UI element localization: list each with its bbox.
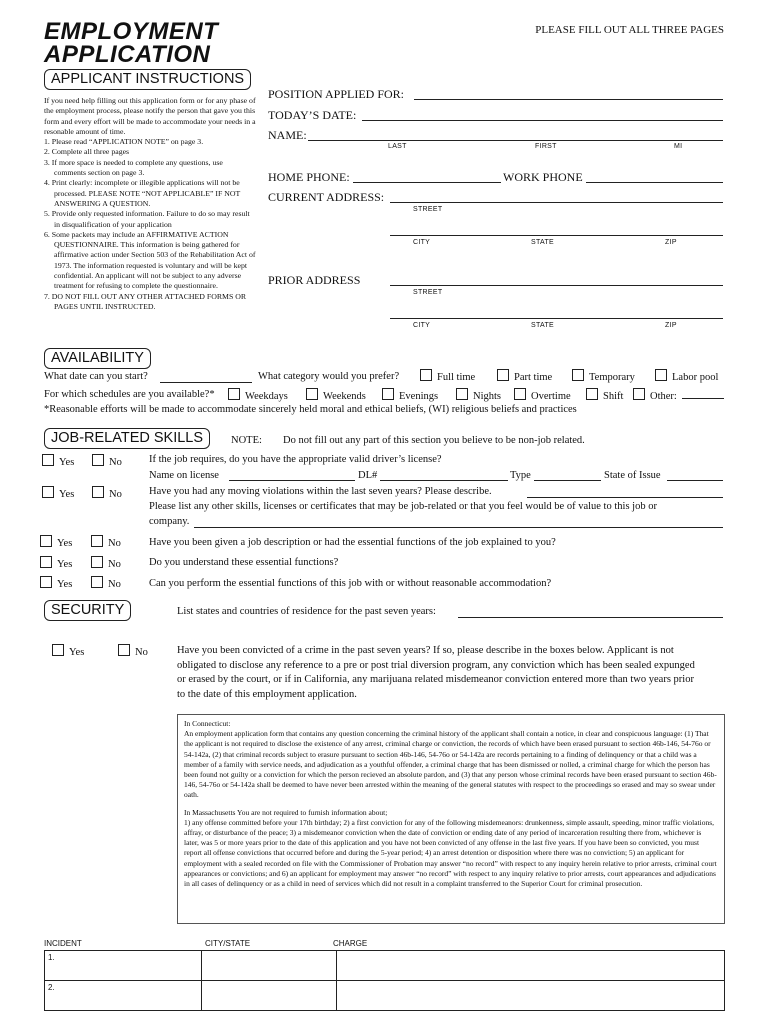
conviction-question <box>177 644 695 702</box>
other-skills-question-cont: company. <box>149 516 190 527</box>
conviction-question-line: obligated to disclose any reference to a pre or post trial diversion program, any conviction which has been sealed expunged <box>177 659 695 671</box>
availability-heading: AVAILABILITY <box>44 348 151 369</box>
skills-note-text: Do not fill out any part of this section you believe to be non-job related. <box>283 435 585 446</box>
city-state-column-header: CITY/STATE <box>205 939 251 948</box>
connecticut-title: In Connecticut: <box>184 719 231 728</box>
title-line-2: APPLICATION <box>44 41 211 68</box>
checkbox[interactable] <box>228 388 240 400</box>
checkbox[interactable] <box>456 388 468 400</box>
current-address-label: CURRENT ADDRESS: <box>268 190 385 204</box>
table-row <box>45 951 725 981</box>
checkbox[interactable] <box>42 454 54 466</box>
checkbox[interactable] <box>382 388 394 400</box>
dl-number-label: DL# <box>358 470 378 481</box>
table-row <box>45 981 725 1011</box>
checkbox[interactable] <box>40 535 52 547</box>
instruction-item: 1. Please read “APPLICATION NOTE” on page 3. <box>44 137 204 147</box>
schedule-evenings-label: Evenings <box>399 391 439 402</box>
checkbox[interactable] <box>655 369 667 381</box>
schedule-option[interactable] <box>633 388 677 402</box>
current-zip-caption: ZIP <box>665 239 677 246</box>
checkbox[interactable] <box>633 388 645 400</box>
name-on-license-label: Name on license <box>149 470 219 481</box>
schedule-option[interactable] <box>228 388 288 402</box>
category-part-time-label: Part time <box>514 372 553 383</box>
massachusetts-title: In Massachusetts You are not required to furnish information about; <box>184 807 388 817</box>
other-skills-field[interactable] <box>194 527 723 528</box>
violations-question: Have you had any moving violations within the last seven years? Please describe. <box>149 486 492 497</box>
current-city-state-zip-field[interactable] <box>390 235 723 236</box>
current-street-caption: STREET <box>413 206 443 213</box>
name-field[interactable] <box>308 140 723 141</box>
instruction-item: 5. Provide only requested information. Failure to do so may result in disqualification of your application <box>44 209 250 229</box>
position-field[interactable] <box>414 99 723 100</box>
start-date-label: What date can you start? <box>44 371 148 382</box>
home-phone-label: HOME PHONE: <box>268 170 350 184</box>
prior-address-label: PRIOR ADDRESS <box>268 273 361 287</box>
name-label: NAME: <box>268 128 307 142</box>
conviction-no[interactable] <box>118 644 148 658</box>
checkbox[interactable] <box>91 576 103 588</box>
prior-city-caption: CITY <box>413 322 431 329</box>
current-city-caption: CITY <box>413 239 431 246</box>
checkbox[interactable] <box>572 369 584 381</box>
checkbox[interactable] <box>306 388 318 400</box>
checkbox[interactable] <box>91 535 103 547</box>
license-no[interactable] <box>92 454 122 468</box>
conviction-question-line: Have you been convicted of a crime in the past seven years? If so, please describe in the boxes below. Applicant is not <box>177 645 674 656</box>
charge-column-header: CHARGE <box>333 939 368 948</box>
prior-street-caption: STREET <box>413 289 443 296</box>
accommodation-note: *Reasonable efforts will be made to accommodate sincerely held moral and ethical beliefs, (WI) religious beliefs and practices <box>44 404 577 415</box>
form-title <box>44 20 218 66</box>
schedule-nights-label: Nights <box>473 391 502 402</box>
perform-yes[interactable] <box>40 576 72 590</box>
prior-zip-caption: ZIP <box>665 322 677 329</box>
checkbox[interactable] <box>92 486 104 498</box>
schedule-option[interactable] <box>456 388 501 402</box>
instructions-list <box>44 137 256 312</box>
position-label: POSITION APPLIED FOR: <box>268 87 405 101</box>
checkbox[interactable] <box>497 369 509 381</box>
checkbox[interactable] <box>420 369 432 381</box>
current-street-field[interactable] <box>390 202 723 203</box>
name-last-caption: LAST <box>388 143 407 150</box>
no-label: No <box>108 538 121 549</box>
charge-cell[interactable] <box>337 981 725 1011</box>
conviction-yes[interactable] <box>52 644 84 658</box>
city-state-cell[interactable] <box>202 981 337 1011</box>
yes-label: Yes <box>57 559 73 570</box>
schedule-option[interactable] <box>514 388 571 402</box>
fill-all-pages-notice: PLEASE FILL OUT ALL THREE PAGES <box>535 24 724 36</box>
category-labor-pool-label: Labor pool <box>672 372 719 383</box>
security-heading: SECURITY <box>44 600 131 621</box>
checkbox[interactable] <box>40 576 52 588</box>
violations-no[interactable] <box>92 486 122 500</box>
massachusetts-text: 1) any offense committed before your 17th birthday; 2) a first conviction for any of the following misdemeanors: drunkenness, simple assault, speeding, minor traffic violations, affray, or disturbance of the peace; 3) a misdemeanor conviction when the date of conviction or ending date of any period of incarceration resulting there from, whichever is later, was 5 or more years prior to the date of this application and you have not been convicted of any offense in the last five years. If you have been so convicted, you must report all offense convictions that occurred before and during the 5-year period; 4) an arrest detention or disposition where there was no conviction; 5) an applicant for employment with a sealed recorded on file with the Commissioner of Probation may answer “no record” with respect to any inquiry herein relative to prior arrests, criminal court appearances or convictions; and 6) an applicant for employment may answer “no record” with respect to any inquiry relative to prior arrests, court appearances and adjudications in all cases of delinquency or as a child in need of services which did not result in a complaint transferred to the Superior Court for criminal prosecution. <box>184 817 717 889</box>
category-label: What category would you prefer? <box>258 371 400 382</box>
category-option[interactable] <box>497 369 552 383</box>
instruction-item: 4. Print clearly: incomplete or illegible applications will not be processed. PLEASE NOTE “NOT APPLICABLE” IF NOT ANSWERING A QUESTION. <box>44 178 241 208</box>
understand-yes[interactable] <box>40 556 72 570</box>
description-yes[interactable] <box>40 535 72 549</box>
checkbox[interactable] <box>42 486 54 498</box>
instruction-item: 6. Some packets may include an AFFIRMATIVE ACTION QUESTIONNAIRE. This information is being gathered for affirmative action under Section 503 of the Rehabilitation Act of 1973. The information requested is voluntary and will be kept confidential. An applicant will not be subject to any adverse treatment for refusing to complete the questionnaire. <box>44 229 256 291</box>
schedules-label: For which schedules are you available?* <box>44 389 215 400</box>
checkbox[interactable] <box>586 388 598 400</box>
current-state-caption: STATE <box>531 239 555 246</box>
yes-label: Yes <box>57 538 73 549</box>
checkbox[interactable] <box>52 644 64 656</box>
category-option[interactable] <box>572 369 635 383</box>
yes-label: Yes <box>57 579 73 590</box>
prior-street-field[interactable] <box>390 285 723 286</box>
work-phone-label: WORK PHONE <box>503 170 583 184</box>
checkbox[interactable] <box>40 556 52 568</box>
incident-cell[interactable]: 1. <box>45 951 202 981</box>
schedule-shift-label: Shift <box>603 391 624 402</box>
name-mi-caption: MI <box>674 143 683 150</box>
schedule-overtime-label: Overtime <box>531 391 571 402</box>
checkbox[interactable] <box>514 388 526 400</box>
residence-field[interactable] <box>458 617 723 618</box>
instruction-item: 3. If more space is needed to complete any questions, use comments section on page 3. <box>44 157 223 178</box>
start-date-field[interactable] <box>160 382 252 383</box>
understand-question: Do you understand these essential functions? <box>149 557 339 568</box>
prior-state-caption: STATE <box>531 322 555 329</box>
instruction-item: 2. Complete all three pages <box>44 147 130 157</box>
category-temporary-label: Temporary <box>589 372 635 383</box>
no-label: No <box>135 647 148 658</box>
checkbox[interactable] <box>92 454 104 466</box>
residence-label: List states and countries of residence for the past seven years: <box>177 606 436 617</box>
instructions-intro: If you need help filling out this application form or for any phase of the employment process, please notify the person that gave you this form and every effort will be made to accommodate your needs in a resonable amount of time. <box>44 96 256 136</box>
license-question: If the job requires, do you have the appropriate valid driver’s license? <box>149 454 442 465</box>
conviction-question-line: to the date of this employment application. <box>177 688 357 700</box>
name-first-caption: FIRST <box>535 143 557 150</box>
yes-label: Yes <box>69 647 85 658</box>
instruction-item: 7. DO NOT FILL OUT ANY OTHER ATTACHED FORMS OR PAGES UNTIL INSTRUCTED. <box>44 291 247 311</box>
category-option[interactable] <box>655 369 718 383</box>
license-yes[interactable] <box>42 454 74 468</box>
no-label: No <box>108 579 121 590</box>
state-of-issue-label: State of Issue <box>604 470 661 481</box>
state-disclosure-box <box>177 714 725 924</box>
dl-number-field[interactable] <box>380 480 508 481</box>
todays-date-field[interactable] <box>362 120 723 121</box>
schedule-option[interactable] <box>382 388 438 402</box>
no-label: No <box>109 489 122 500</box>
license-type-field[interactable] <box>534 480 601 481</box>
category-option[interactable] <box>420 369 475 383</box>
todays-date-label: TODAY’S DATE: <box>268 108 357 122</box>
instructions-text <box>44 96 256 312</box>
state-of-issue-field[interactable] <box>667 480 723 481</box>
yes-label: Yes <box>59 489 75 500</box>
skills-note-label: NOTE: <box>231 435 262 446</box>
schedule-weekdays-label: Weekdays <box>245 391 288 402</box>
yes-label: Yes <box>59 457 75 468</box>
category-full-time-label: Full time <box>437 372 476 383</box>
schedule-other-label: Other: <box>650 391 677 402</box>
incidents-table <box>44 950 725 1011</box>
other-skills-question: Please list any other skills, licenses or certificates that may be job-related or that you feel would be of value to this job or <box>149 501 657 512</box>
charge-cell[interactable] <box>337 951 725 981</box>
connecticut-text: An employment application form that contains any question concerning the criminal history of the applicant shall contain a notice, in clear and conspicuous language: (1) That the applicant is not required to disclose the existence of any arrest, criminal charge or conviction, the records of which have been erased pursuant to section 46b-146, 54-76o or 54-142a, (2) that criminal records subject to erasure pursuant to section 46b-146, 54-76o or 54-142a are records pertaining to a finding of delinquency or that a child was a member of a family with service needs, and adjudication as a youthful offender, a criminal charge that has been dismissed or nolled, a criminal charge for which the person has been found not guilty or a conviction for which the person recieved an absolute pardon, and (3) that any person whose criminal records have been erased pursuant to section 46b-146, 54-76o or 54-142a shall be deemed to have never been arrested within the meaning of the general statutes with respect to the proceedings so erased and may so swear under oath. <box>184 729 717 800</box>
title-line-1: EMPLOYMENT <box>44 18 219 45</box>
description-question: Have you been given a job description or had the essential functions of the job explained to you? <box>149 537 556 548</box>
description-no[interactable] <box>91 535 121 549</box>
incident-column-header: INCIDENT <box>44 939 82 948</box>
name-on-license-field[interactable] <box>229 480 355 481</box>
schedule-other-field[interactable] <box>682 398 724 399</box>
conviction-question-line: or erased by the court, or if in California, any marijuana related misdemeanor conviction entered more than two years prior <box>177 674 694 685</box>
checkbox[interactable] <box>91 556 103 568</box>
schedule-weekends-label: Weekends <box>323 391 366 402</box>
license-type-label: Type <box>510 470 531 481</box>
job-related-skills-heading: JOB-RELATED SKILLS <box>44 428 210 449</box>
schedule-option[interactable] <box>306 388 366 402</box>
schedule-option[interactable] <box>586 388 623 402</box>
violations-field[interactable] <box>527 497 723 498</box>
understand-no[interactable] <box>91 556 121 570</box>
work-phone-field[interactable] <box>586 182 723 183</box>
city-state-cell[interactable] <box>202 951 337 981</box>
violations-yes[interactable] <box>42 486 74 500</box>
perform-question: Can you perform the essential functions of this job with or without reasonable accommodation? <box>149 578 552 589</box>
checkbox[interactable] <box>118 644 130 656</box>
no-label: No <box>109 457 122 468</box>
prior-city-state-zip-field[interactable] <box>390 318 723 319</box>
perform-no[interactable] <box>91 576 121 590</box>
applicant-instructions-heading: APPLICANT INSTRUCTIONS <box>44 69 251 90</box>
home-phone-field[interactable] <box>353 182 501 183</box>
no-label: No <box>108 559 121 570</box>
incident-cell[interactable]: 2. <box>45 981 202 1011</box>
